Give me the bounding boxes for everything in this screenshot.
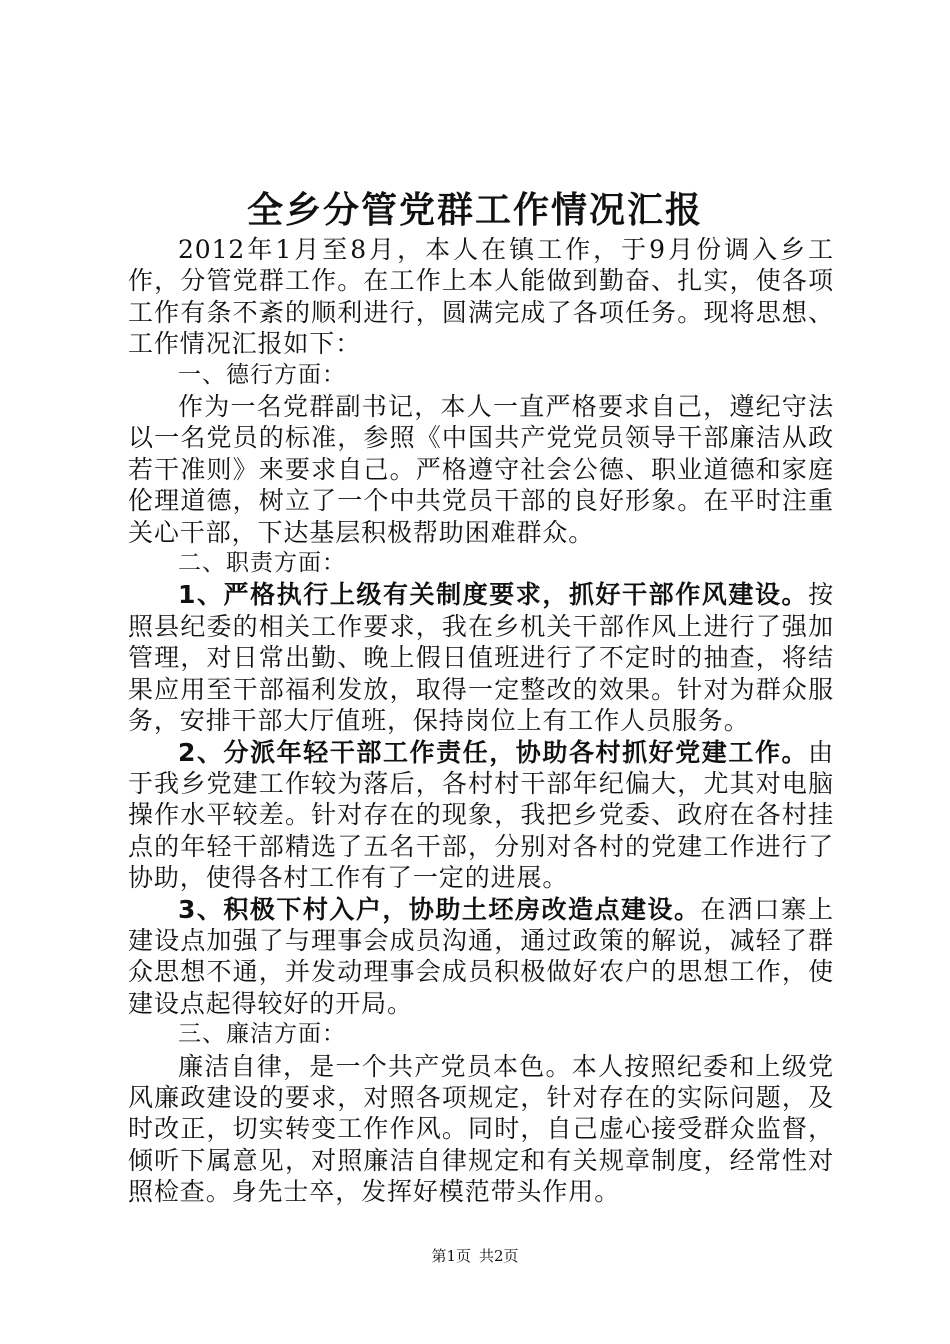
intro-paragraph: 2012年1月至8月，本人在镇工作，于9月份调入乡工作，分管党群工作。在工作上本人能做到勤奋、扎实，使各项工作有条不紊的顺利进行，圆满完成了各项任务。现将思想、工作情况汇报如下： — [128, 235, 834, 359]
document-body — [128, 234, 834, 1208]
document-title: 全乡分管党群工作情况汇报 — [246, 189, 703, 231]
duty-item-1-lead: 1、严格执行上级有关制度要求，抓好干部作风建设。 — [178, 580, 809, 610]
page-footer — [0, 1246, 950, 1266]
section-conduct-paragraph: 作为一名党群副书记，本人一直严格要求自己，遵纪守法以一名党员的标准，参照《中国共产党党员领导干部廉洁从政若干准则》来要求自己。严格遵守社会公德、职业道德和家庭伦理道德，树立了一个中共党员干部的良好形象。在平时注重关心干部，下达基层积极帮助困难群众。 — [128, 392, 834, 547]
duty-item-1 — [128, 579, 834, 736]
page-total: 共2页 — [479, 1247, 519, 1265]
duty-item-3-text: 在洒口寨上建设点加强了与理事会成员沟通，通过政策的解说，减轻了群众思想不通，并发动理事会成员积极做好农户的思想工作，使建设点起得较好的开局。 — [128, 894, 834, 1018]
duty-item-3 — [128, 894, 834, 1020]
section-heading-integrity: 三、廉洁方面： — [178, 1021, 346, 1048]
duty-item-2-text: 由于我乡党建工作较为落后，各村村干部年纪偏大，尤其对电脑操作水平较差。针对存在的现象，我把乡党委、政府在各村挂点的年轻干部精选了五名干部，分别对各村的党建工作进行了协助，使得各村工作有了一定的进展。 — [128, 737, 834, 893]
duty-item-3-lead: 3、积极下村入户，协助土坯房改造点建设。 — [178, 894, 701, 924]
duty-item-2-lead: 2、分派年轻干部工作责任，协助各村抓好党建工作。 — [178, 737, 809, 767]
section-heading-duties: 二、职责方面： — [178, 550, 346, 577]
duty-item-2 — [128, 737, 834, 894]
duty-item-1-text: 按照县纪委的相关工作要求，我在乡机关干部作风上进行了强加管理，对日常出勤、晚上假日值班进行了不定时的抽查，将结果应用至干部福利发放，取得一定整改的效果。针对为群众服务，安排干部大厅值班，保持岗位上有工作人员服务。 — [128, 580, 834, 736]
section-heading-conduct: 一、德行方面： — [178, 361, 346, 388]
page-number: 第1页 — [431, 1247, 471, 1265]
section-integrity-paragraph: 廉洁自律，是一个共产党员本色。本人按照纪委和上级党风廉政建设的要求，对照各项规定，针对存在的实际问题，及时改正，切实转变工作作风。同时，自己虚心接受群众监督，倾听下属意见，对照廉洁自律规定和有关规章制度，经常性对照检查。身先士卒，发挥好模范带头作用。 — [128, 1051, 834, 1207]
